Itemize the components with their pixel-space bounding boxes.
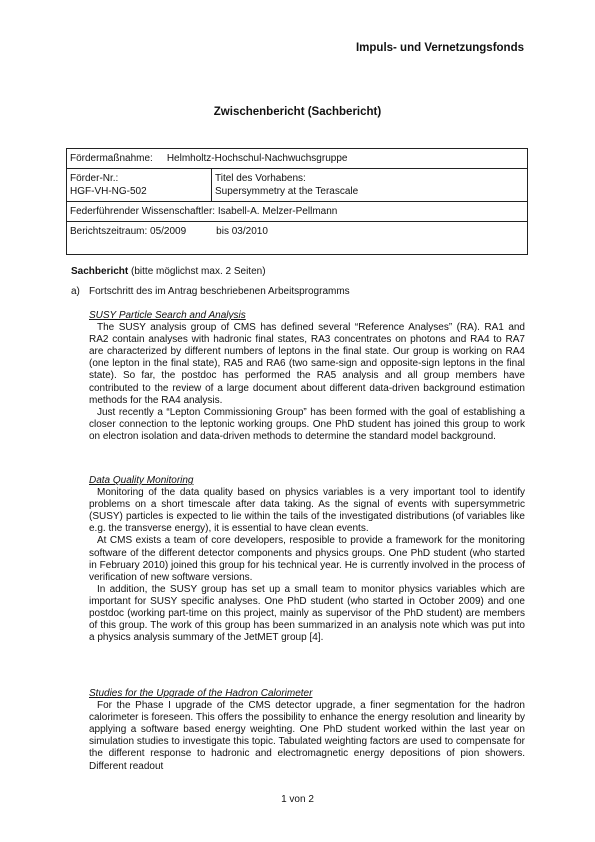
- list-item: [71, 286, 350, 297]
- hcal-section: [89, 688, 525, 773]
- table-row: [67, 169, 528, 202]
- table-row: [67, 222, 528, 255]
- section-subheading: Studies for the Upgrade of the Hadron Calorimeter: [89, 688, 313, 699]
- zeitraum-end: bis 03/2010: [216, 226, 268, 237]
- paragraph: Monitoring of the data quality based on physics variables is a very important tool to identify problems on a short timescale after data taking. As the signal of events with supersymmetric (SUSY) particles is expected to lie within the tails of the investigated distributions (of variables like e.g. the transverse energy), it is essential to have clean events.: [89, 487, 525, 535]
- page-number: 1 von 2: [281, 794, 314, 805]
- paragraph: In addition, the SUSY group has set up a small team to monitor physics variables which are important for SUSY specific analyses. One PhD student (who started in October 2009) and one postdoc (working part-time on this project, mainly as supervisor of the PhD student) are members of this group. The work of this group has been summarized in an analysis note which was put into a physics analysis summary of the JetMET group [4].: [89, 583, 525, 644]
- foerder-nr-label: Förder-Nr.:: [70, 173, 119, 184]
- section-subheading: SUSY Particle Search and Analysis: [89, 310, 246, 321]
- foerdermassnahme-cell: [67, 149, 528, 169]
- project-info-table: [66, 148, 528, 255]
- table-row: [67, 202, 528, 222]
- paragraph: Just recently a “Lepton Commissioning Group” has been formed with the goal of establishing a closer connection to the leptonic working groups. One PhD student has joined this group to work on electron isolation and data-driven methods to determine the standard model background.: [89, 406, 525, 442]
- susy-section: [89, 310, 525, 443]
- paragraph: The SUSY analysis group of CMS has defined several “Reference Analyses” (RA). RA1 and RA2 contain analyses with hadronic final states, RA3 concentrates on photons and RA4 to RA7 are characterized by different numbers of leptons in the final state. Our group is working on RA4 (one lepton in the final state), RA5 and RA6 (two same-sign and opposite-sign leptons in the final state). So far, the postdoc has performed the RA5 analysis and all group members have contributed to the review of a large document about different data-driven background estimation methods for the RA4 analysis.: [89, 322, 525, 406]
- foerdermassnahme-label: Fördermaßnahme:: [70, 153, 153, 164]
- sachbericht-note: (bitte möglichst max. 2 Seiten): [128, 266, 266, 277]
- vorhaben-label: Titel des Vorhabens:: [215, 173, 306, 184]
- foerder-nr-value: HGF-VH-NG-502: [70, 186, 147, 197]
- foerdermassnahme-value: Helmholtz-Hochschul-Nachwuchsgruppe: [166, 153, 348, 164]
- fund-name-header: Impuls- und Vernetzungsfonds: [355, 42, 524, 54]
- foerder-nr-cell: [67, 169, 212, 202]
- sachbericht-title: Sachbericht: [71, 266, 129, 277]
- paragraph: At CMS exists a team of core developers, resposible to provide a framework for the monitoring software of the different detector components and physics groups. One PhD student (who started in February 2010) joined this group for his technical year. He is currently involved in the process of verification of new software versions.: [89, 535, 525, 583]
- item-marker: a): [71, 286, 80, 297]
- sachbericht-heading: [71, 266, 266, 277]
- data-quality-section: [89, 475, 525, 644]
- zeitraum-cell: [67, 222, 528, 255]
- vorhaben-cell: [212, 169, 528, 202]
- report-title: Zwischenbericht (Sachbericht): [213, 106, 382, 118]
- item-text: Fortschritt des im Antrag beschriebenen Arbeitsprogramms: [89, 286, 350, 297]
- zeitraum-label: Berichtszeitraum: 05/2009: [70, 226, 187, 237]
- section-subheading: Data Quality Monitoring: [89, 475, 194, 486]
- wissenschaftler-cell: Federführender Wissenschaftler: Isabell-A. Melzer-Pellmann: [67, 202, 528, 222]
- paragraph: For the Phase I upgrade of the CMS detector upgrade, a finer segmentation for the hadron calorimeter is foreseen. This offers the possibility to enhance the energy resolution and linearity by applying a software based energy weighting. One PhD student worked within the last year on simulation studies to investigate this topic. Tabulated weighting factors are used to compensate for the different response to hadronic and electromagnetic energy depositions of pion showers. Different readout: [89, 700, 525, 772]
- vorhaben-value: Supersymmetry at the Terascale: [215, 186, 359, 197]
- table-row: [67, 149, 528, 169]
